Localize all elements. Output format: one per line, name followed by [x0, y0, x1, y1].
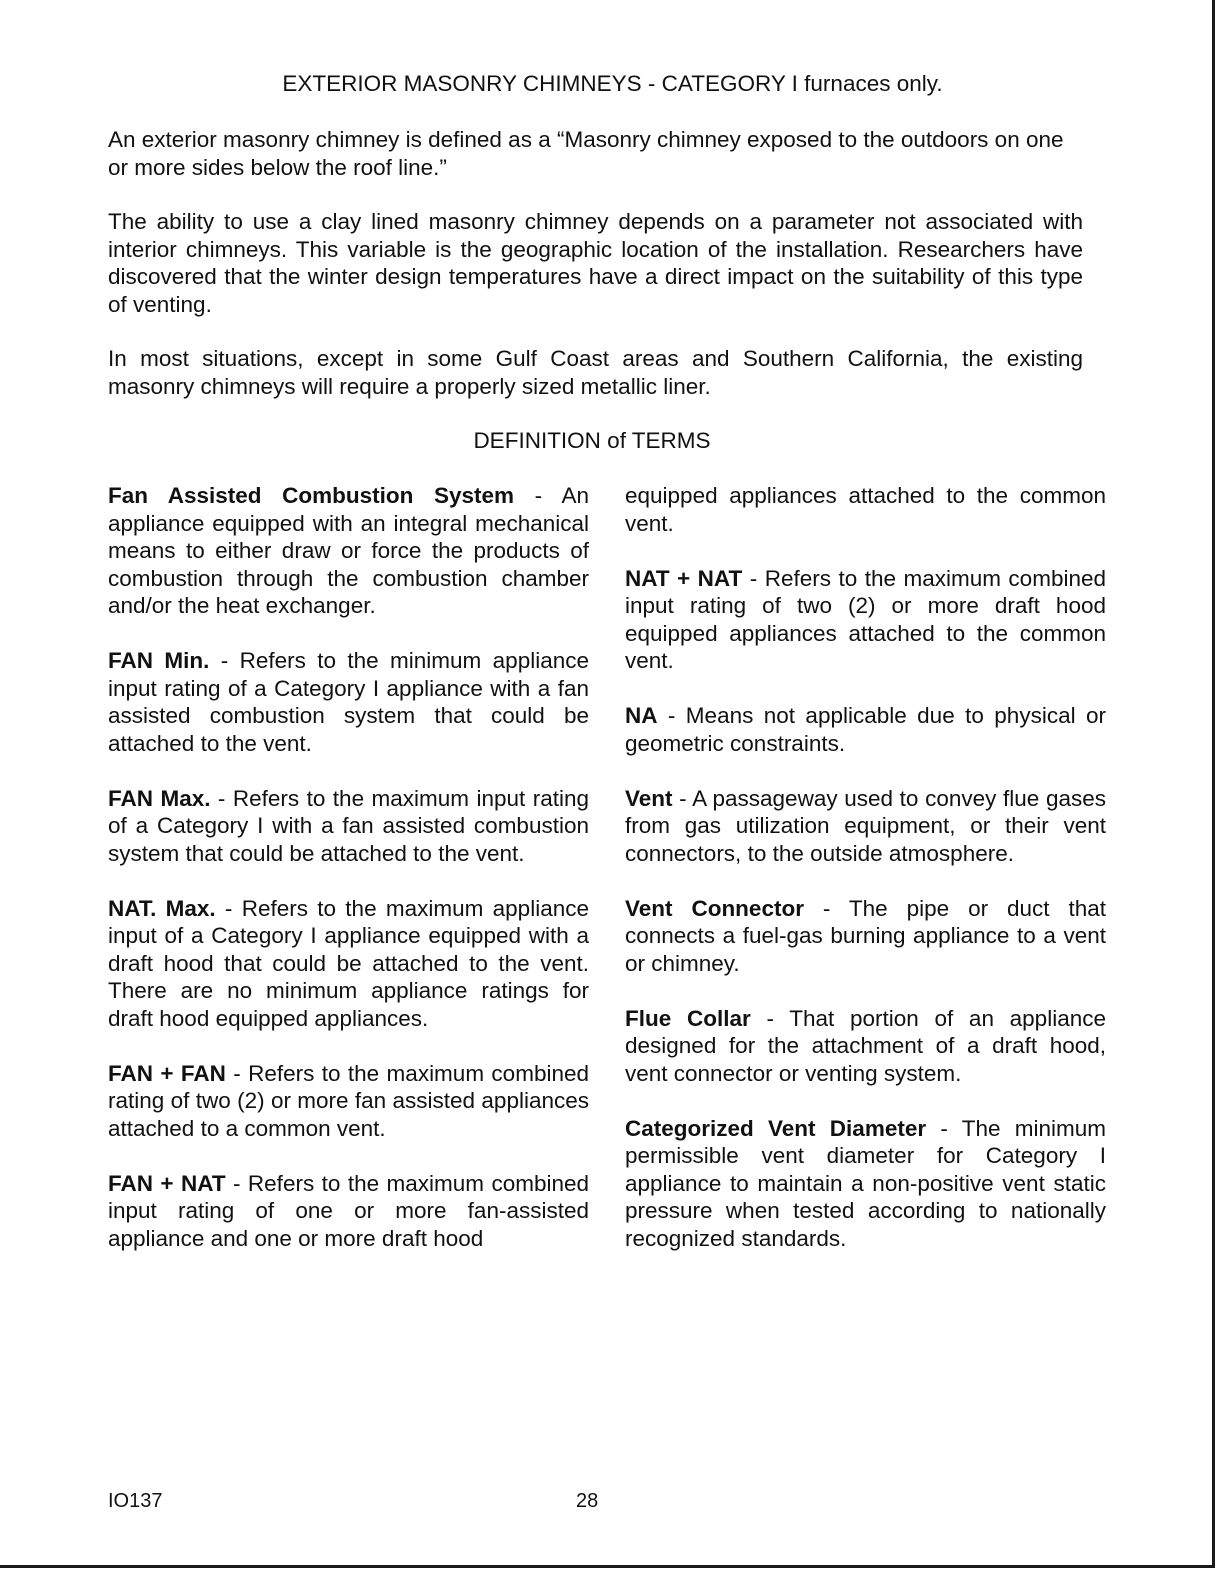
definition-text: - An appliance equipped with an integral mechanical means to either draw or force the products of combustion through the combustion chamber and/or the heat exchanger.: [108, 483, 589, 618]
definition-text: - The pipe or duct that connects a fuel-gas burning appliance to a vent or chimney.: [625, 895, 1106, 976]
definition-text: - Refers to the maximum combined input rating of one or more fan-assisted appliance and one or more draft hood: [108, 1170, 590, 1251]
definition-na: [625, 702, 1106, 757]
definition-text: - The minimum permissible vent diameter for Category I appliance to maintain a non-positive vent static pressure when tested according to nationally recognized standards.: [625, 1115, 1106, 1251]
definition-term: NA: [625, 703, 658, 728]
definition-fan-min: [108, 647, 589, 757]
definition-term: FAN Max.: [108, 785, 211, 811]
intro-paragraph-clay-lined: The ability to use a clay lined masonry chimney depends on a parameter not associated with interior chimneys. This variable is the geographic location of the installation. Researchers have discovered that the winter design temperatures have a direct impact on the suitability of this type of venting.: [108, 209, 1083, 317]
intro-paragraph-liner: In most situations, except in some Gulf Coast areas and Southern California, the existing masonry chimneys will require a properly sized metallic liner.: [108, 346, 1083, 399]
definition-text: - That portion of an appliance designed for the attachment of a draft hood, vent connector or venting system.: [625, 1005, 1106, 1086]
definition-text: - A passageway used to convey flue gases from gas utilization equipment, or their vent connectors, to the outside atmosphere.: [625, 785, 1106, 866]
definition-term: NAT + NAT: [625, 565, 743, 591]
definition-fan-plus-fan: [108, 1060, 589, 1143]
intro-paragraph-definition: An exterior masonry chimney is defined as a “Masonry chimney exposed to the outdoors on one or more sides below the roof line.”: [108, 127, 1064, 180]
definition-term: Vent: [625, 785, 673, 811]
definition-term: Vent Connector: [625, 895, 804, 921]
definition-term: Flue Collar: [625, 1005, 751, 1031]
definition-term: FAN + NAT: [108, 1170, 226, 1196]
definition-term: Categorized Vent Diameter: [625, 1115, 927, 1141]
definition-text: - Refers to the maximum appliance input of a Category I appliance equipped with a draft hood that could be attached to the vent. There are no minimum appliance ratings for draft hood equipped appliances.: [108, 895, 589, 1031]
definition-vent: [625, 785, 1106, 868]
definition-text: - Means not applicable due to physical or geometric constraints.: [625, 703, 1106, 756]
definition-nat-max: [108, 895, 589, 1033]
definition-term: Fan Assisted Combustion System: [108, 483, 515, 508]
definition-categorized-vent-diameter: [625, 1115, 1106, 1253]
definition-text: - Refers to the maximum combined rating of two (2) or more fan assisted appliances attached to a common vent.: [108, 1060, 589, 1141]
definition-fan-assisted-combustion-system: [108, 482, 589, 620]
page-number: 28: [576, 1490, 599, 1512]
definition-text: - Refers to the maximum input rating of a Category I with a fan assisted combustion system that could be attached to the vent.: [108, 785, 590, 866]
definition-term: FAN Min.: [108, 648, 210, 673]
definition-continuation: equipped appliances attached to the common vent.: [625, 483, 1106, 536]
definition-nat-plus-nat: [625, 565, 1106, 675]
definition-text: - Refers to the minimum appliance input rating of a Category I appliance with a fan assisted combustion system that could be attached to the vent.: [108, 648, 589, 756]
definition-term: NAT. Max.: [108, 895, 216, 921]
document-code: IO137: [108, 1490, 163, 1512]
definition-vent-connector: [625, 895, 1106, 978]
definitions-heading: DEFINITION of TERMS: [473, 428, 711, 453]
definition-fan-max: [108, 785, 589, 868]
definition-flue-collar: [625, 1005, 1106, 1088]
definition-text: - Refers to the maximum combined input rating of two (2) or more draft hood equipped appliances attached to the common vent.: [625, 565, 1106, 673]
definition-term: FAN + FAN: [108, 1060, 226, 1086]
definitions-right-column: [625, 482, 1106, 1280]
definitions-left-column: [108, 482, 589, 1280]
page-title: EXTERIOR MASONRY CHIMNEYS - CATEGORY I furnaces only.: [282, 71, 943, 96]
definition-fan-plus-nat: [108, 1170, 589, 1253]
